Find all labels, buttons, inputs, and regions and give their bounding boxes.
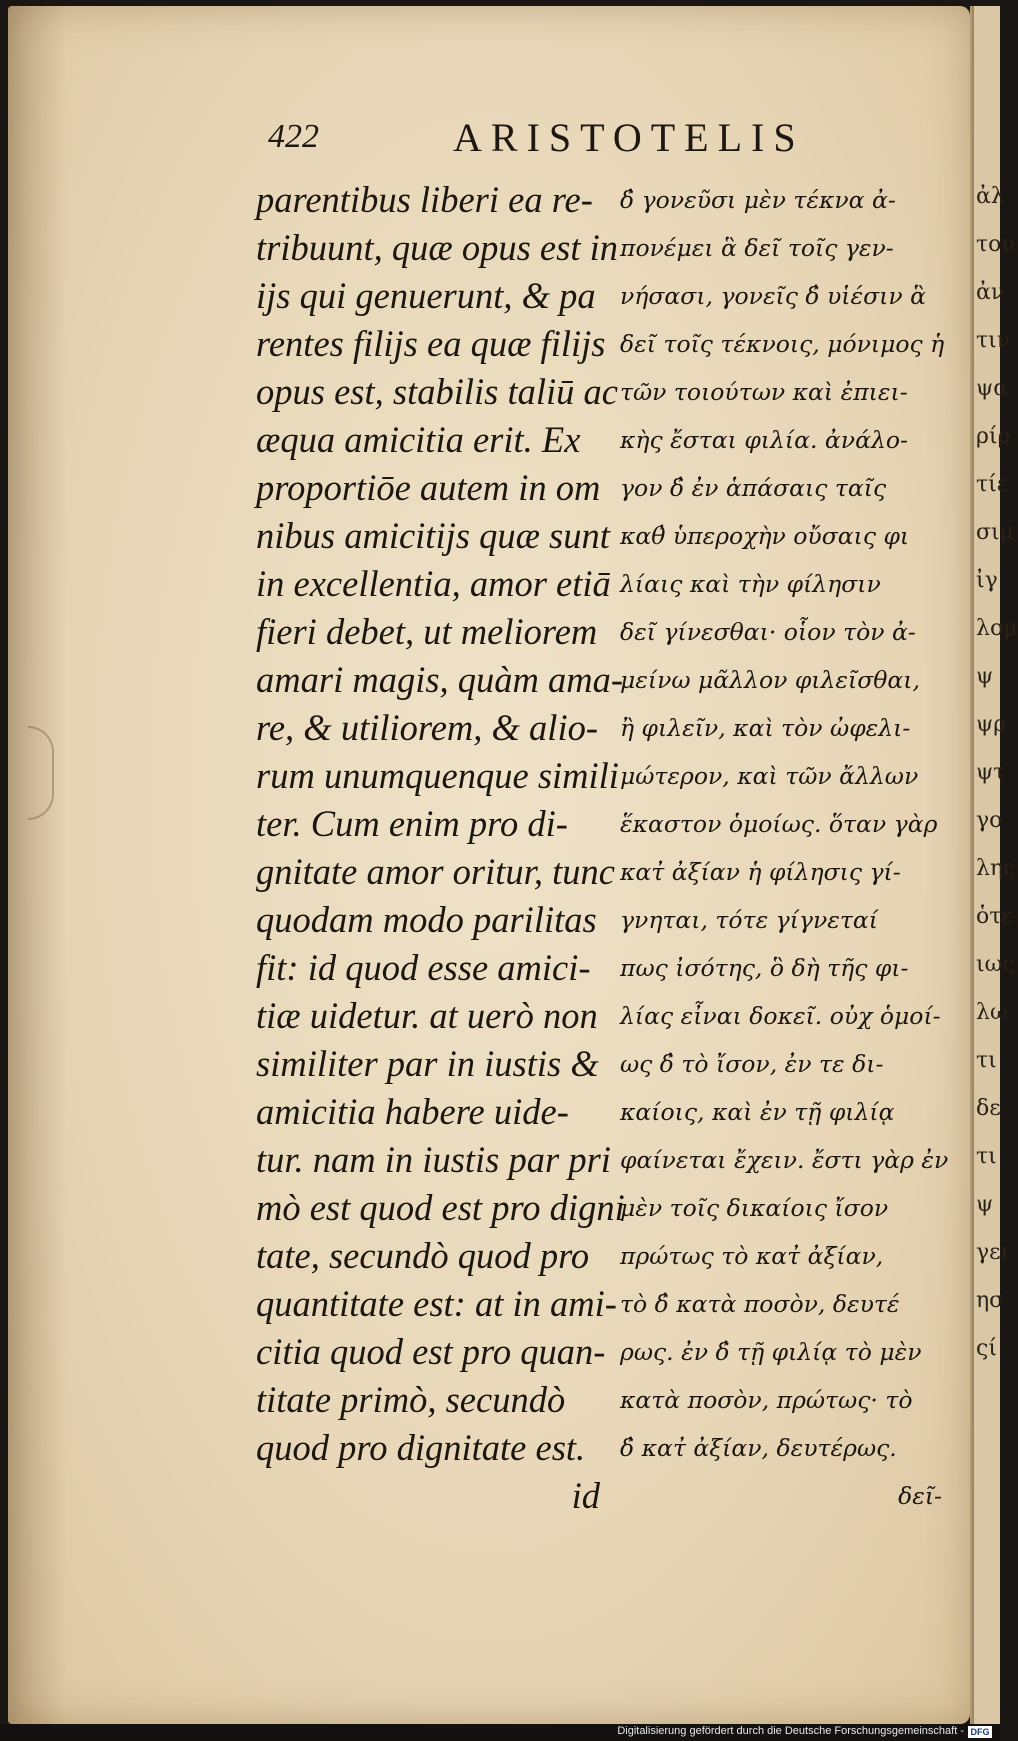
greek-line: λίας εἶναι δοκεῖ. οὐχ ὁμοί- (620, 1002, 941, 1030)
next-page-fragment: τιν (976, 328, 1011, 353)
next-page-fragment: ψ (976, 664, 994, 689)
next-page-fragment: τι (976, 1144, 997, 1169)
catchword: δεῖ- (898, 1482, 942, 1510)
greek-line: ἢ φιλεῖν, καὶ τὸν ὠφελι- (620, 714, 911, 742)
latin-line: rum unumquenque simili (256, 755, 619, 796)
latin-line: opus est, stabilis taliū ac (256, 371, 618, 412)
next-page-fragment: ἀν (976, 280, 1005, 305)
next-page-fragment: ησ (976, 1288, 1005, 1313)
greek-line: πως ἰσότης, ὃ δὴ τῆς φι- (620, 954, 909, 982)
next-page-fragment: γο (976, 808, 1003, 833)
latin-line: citia quod est pro quan- (256, 1331, 606, 1372)
latin-line: proportiōe autem in om (256, 467, 601, 508)
page-number: 422 (268, 118, 319, 155)
greek-line: ως δ̓ τὸ ἴσον, ἐν τε δι- (620, 1050, 884, 1078)
next-page-fragment: δε (976, 1096, 1001, 1121)
next-page-fragment: ἰγ (976, 568, 998, 593)
catchword: id (571, 1475, 600, 1516)
greek-line: λίαις καὶ τὴν φίλησιν (620, 570, 881, 598)
greek-line: δ̓ γονεῦσι μὲν τέκνα ἀ- (620, 186, 896, 214)
next-page-fragment: ψα (976, 376, 1009, 401)
latin-line: tur. nam in iustis par pri (256, 1139, 611, 1180)
latin-line: æqua amicitia erit. Ex (256, 419, 581, 460)
latin-line: amicitia habere uide- (256, 1091, 569, 1132)
latin-line: ijs qui genuerunt, & pa (256, 275, 596, 316)
latin-line: rentes filijs ea quæ filijs (256, 323, 606, 364)
latin-line: fit: id quod esse amici- (256, 947, 591, 988)
next-page-fragment: ιως (976, 952, 1015, 977)
greek-line: μώτερον, καὶ τῶν ἄλλων (620, 762, 919, 790)
greek-line: μείνω μᾶλλον φιλεῖσθαι, (620, 666, 920, 694)
latin-line: mò est quod est pro digni (256, 1187, 625, 1228)
greek-line: δεῖ τοῖς τέκνοις, μόνιμος ἡ (620, 330, 945, 358)
running-title: ARISTOTELIS (453, 115, 805, 160)
latin-line: nibus amicitijs quæ sunt (256, 515, 610, 556)
greek-line: καίοις, καὶ ἐν τῇ φιλίᾳ (620, 1098, 895, 1126)
greek-line: ἕκαστον ὁμοίως. ὅταν γὰρ (620, 810, 938, 838)
greek-line: νήσασι, γονεῖς δ̓ υἱέσιν ἃ (620, 282, 927, 310)
greek-line: κὴς ἔσται φιλία. ἀνάλο- (620, 426, 908, 454)
next-page-fragment: ψρ (976, 712, 1007, 737)
next-page-fragment: ςί (976, 1336, 997, 1361)
greek-line: δ̓ κατ̓ ἀξίαν, δευτέρως. (620, 1434, 897, 1462)
latin-line: gnitate amor oritur, tunc (256, 851, 615, 892)
greek-line: δεῖ γίνεσθαι· οἷον τὸν ἀ- (620, 618, 916, 646)
greek-line: καθ̓ ὑπεροχὴν οὔσαις φι (620, 522, 910, 550)
page-shadow (8, 6, 68, 1724)
next-page-fragment: τίε (976, 472, 1009, 497)
latin-line: in excellentia, amor etiā (256, 563, 611, 604)
greek-line: γνηται, τότε γίγνεταί (620, 906, 878, 934)
greek-line: τῶν τοιούτων καὶ ἐπιει- (620, 378, 908, 406)
greek-line: πονέμει ἃ δεῖ τοῖς γεν- (620, 234, 894, 262)
latin-line: parentibus liberi ea re- (256, 179, 593, 220)
greek-line: φαίνεται ἔχειν. ἔστι γὰρ ἐν (620, 1146, 949, 1174)
next-page-fragment: λης (976, 856, 1016, 881)
latin-line: tribuunt, quæ opus est in (256, 227, 618, 268)
next-page-fragment: λομ (976, 616, 1018, 641)
footer-credit: Digitalisierung gefördert durch die Deutsche Forschungsgemeinschaft - (617, 1725, 964, 1737)
latin-line: quod pro dignitate est. (256, 1427, 586, 1468)
greek-line: κατὰ ποσὸν, πρώτως· τὸ (620, 1386, 913, 1414)
greek-line: γον δ̓ ἐν ἁπάσαις ταῖς (620, 474, 887, 502)
greek-line: ρως. ἐν δ̓ τῇ φιλίᾳ τὸ μὲν (620, 1338, 922, 1366)
next-page-fragment: ψ (976, 1192, 994, 1217)
next-page-edge (974, 6, 1018, 1724)
book-page (8, 6, 970, 1724)
next-page-fragment: σιμ (976, 520, 1014, 545)
latin-line: re, & utiliorem, & alio- (256, 707, 598, 748)
latin-line: quodam modo parilitas (256, 899, 597, 940)
latin-line: similiter par in iustis & (256, 1043, 599, 1084)
greek-line: τὸ δ̓ κατὰ ποσὸν, δευτέ (620, 1290, 900, 1318)
next-page-fragment: λω (976, 1000, 1008, 1025)
next-page-fragment: ὁτε (976, 904, 1013, 929)
greek-line: πρώτως τὸ κατ̓ ἀξίαν, (620, 1242, 884, 1270)
dfg-logo: DFG (968, 1726, 992, 1738)
latin-line: amari magis, quàm ama- (256, 659, 624, 700)
next-page-fragment: ρίρ (976, 424, 1011, 449)
latin-line: tiæ uidetur. at uerò non (256, 995, 598, 1036)
latin-column (256, 176, 625, 1520)
latin-line: titate primò, secundò (256, 1379, 566, 1420)
next-page-fragment: ἀλ (976, 184, 1005, 209)
greek-line: κατ̓ ἀξίαν ἡ φίλησις γί- (620, 858, 901, 886)
latin-line: ter. Cum enim pro di- (256, 803, 568, 844)
next-page-fragment: ψτ (976, 760, 1006, 785)
latin-line: quantitate est: at in ami- (256, 1283, 617, 1324)
greek-line: μὲν τοῖς δικαίοις ἴσον (620, 1194, 889, 1222)
next-page-fragment: του (976, 232, 1015, 257)
latin-line: fieri debet, ut meliorem (256, 611, 598, 652)
page-header (8, 114, 970, 164)
greek-column (620, 176, 952, 1520)
next-page-fragment: γει (976, 1240, 1010, 1265)
latin-line: tate, secundò quod pro (256, 1235, 590, 1276)
next-page-fragment: τι (976, 1048, 997, 1073)
binding-mark (28, 726, 54, 820)
